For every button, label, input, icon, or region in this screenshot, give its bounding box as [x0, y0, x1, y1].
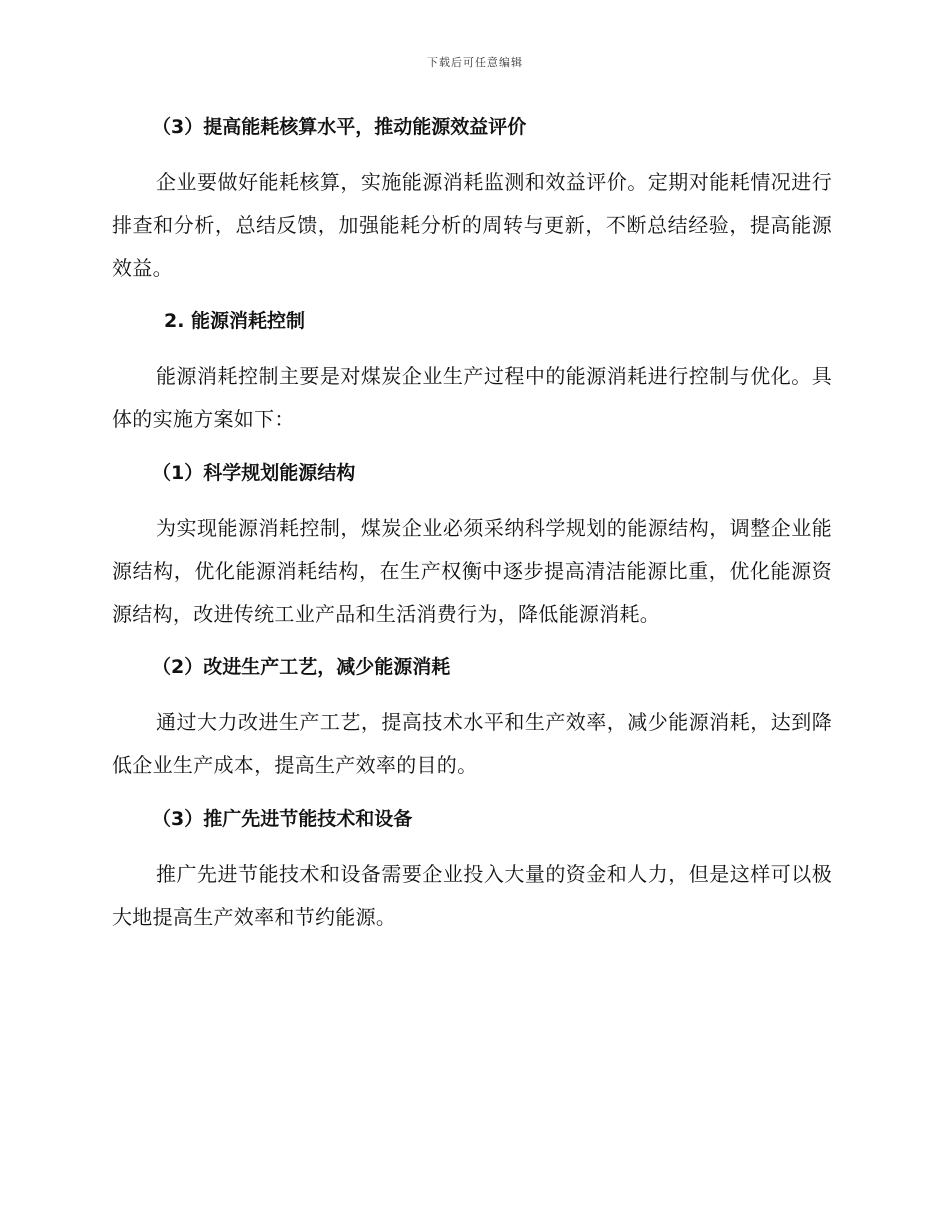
- section-heading-energy-control: 2. 能源消耗控制: [164, 310, 306, 332]
- section-heading-3-energy-accounting: （3）提高能耗核算水平，推动能源效益评价: [152, 116, 527, 138]
- paragraph-energy-structure: 为实现能源消耗控制，煤炭企业必须采纳科学规划的能源结构，调整企业能源结构，优化能源消耗结构，在生产权衡中逐步提高清洁能源比重，优化能源资源结构，改进传统工业产品和生活消费行为，降低能源消耗。: [112, 516, 832, 626]
- paragraph-energy-saving-tech: 推广先进节能技术和设备需要企业投入大量的资金和人力，但是这样可以极大地提高生产效率和节约能源。: [112, 862, 832, 929]
- paragraph-energy-control: 能源消耗控制主要是对煤炭企业生产过程中的能源消耗进行控制与优化。具体的实施方案如下：: [112, 364, 832, 431]
- paragraph-production-process: 通过大力改进生产工艺，提高技术水平和生产效率，减少能源消耗，达到降低企业生产成本，提高生产效率的目的。: [112, 710, 832, 777]
- section-heading-2-production-process: （2）改进生产工艺，减少能源消耗: [152, 656, 451, 678]
- page-header-note: 下载后可任意编辑: [427, 56, 523, 69]
- section-heading-3-energy-saving-tech: （3）推广先进节能技术和设备: [152, 808, 413, 830]
- section-heading-1-energy-structure: （1）科学规划能源结构: [152, 462, 356, 484]
- paragraph-energy-accounting: 企业要做好能耗核算，实施能源消耗监测和效益评价。定期对能耗情况进行排查和分析，总结反馈，加强能耗分析的周转与更新，不断总结经验，提高能源效益。: [112, 170, 832, 280]
